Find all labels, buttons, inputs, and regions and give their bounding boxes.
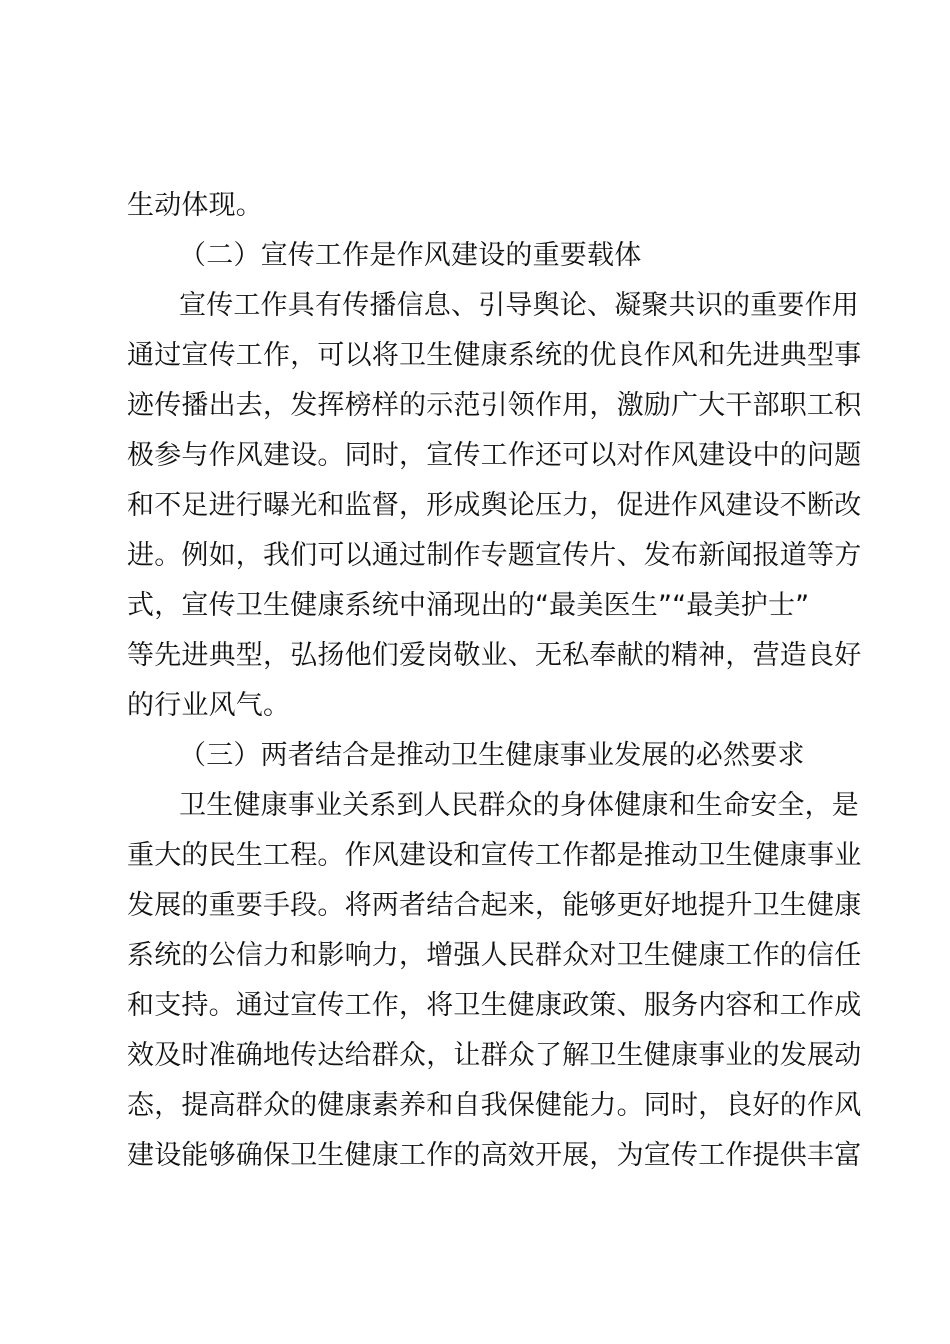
text-line: 建设能够确保卫生健康工作的高效开展，为宣传工作提供丰富 [127, 1140, 862, 1171]
paragraph-first-line: 宣传工作具有传播信息、引导舆论、凝聚共识的重要作用 [179, 290, 859, 321]
text-line: 进。例如，我们可以通过制作专题宣传片、发布新闻报道等方 [127, 540, 862, 571]
text-line: 等先进典型，弘扬他们爱岗敬业、无私奉献的精神，营造良好 [127, 640, 862, 671]
text-line: 生动体现。 [127, 190, 263, 221]
section-heading: （二）宣传工作是作风建设的重要载体 [179, 240, 642, 271]
text-line: 和支持。通过宣传工作，将卫生健康政策、服务内容和工作成 [127, 990, 862, 1021]
section-heading: （三）两者结合是推动卫生健康事业发展的必然要求 [179, 740, 805, 771]
paragraph-first-line: 卫生健康事业关系到人民群众的身体健康和生命安全，是 [179, 790, 859, 821]
text-line: 和不足进行曝光和监督，形成舆论压力，促进作风建设不断改 [127, 490, 862, 521]
text-line: 系统的公信力和影响力，增强人民群众对卫生健康工作的信任 [127, 940, 862, 971]
text-line: 效及时准确地传达给群众，让群众了解卫生健康事业的发展动 [127, 1040, 862, 1071]
text-line: 发展的重要手段。将两者结合起来，能够更好地提升卫生健康 [127, 890, 862, 921]
text-line: 重大的民生工程。作风建设和宣传工作都是推动卫生健康事业 [127, 840, 862, 871]
text-line: 通过宣传工作，可以将卫生健康系统的优良作风和先进典型事 [127, 340, 862, 371]
text-line: 迹传播出去，发挥榜样的示范引领作用，激励广大干部职工积 [127, 390, 862, 421]
text-line: 的行业风气。 [127, 690, 291, 721]
text-line: 态，提高群众的健康素养和自我保健能力。同时，良好的作风 [127, 1090, 862, 1121]
text-line: 式，宣传卫生健康系统中涌现出的“最美医生”“最美护士” [127, 590, 810, 621]
text-line: 极参与作风建设。同时，宣传工作还可以对作风建设中的问题 [127, 440, 862, 471]
